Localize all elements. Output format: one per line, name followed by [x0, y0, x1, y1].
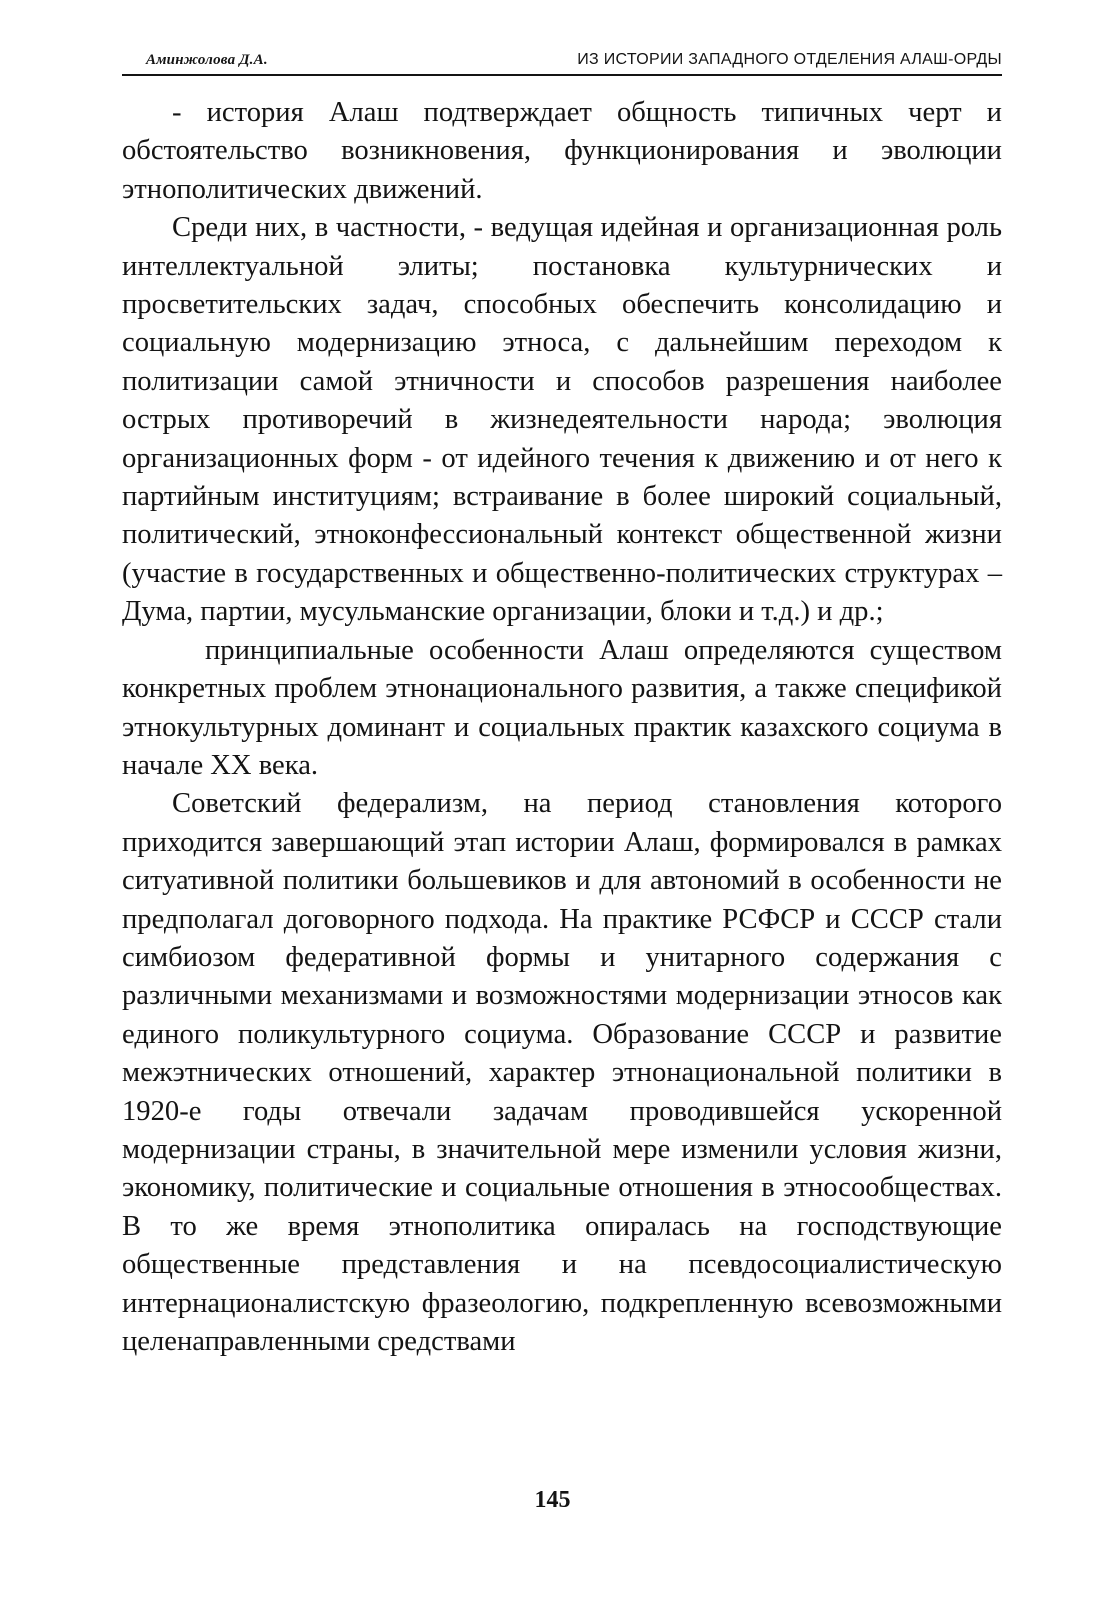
- paragraph: принципиальные особенности Алаш определяются существом конкретных проблем этнонационального развития, а также спецификой этнокультурных доминант и социальных практик казахского социума в начале XX века.: [122, 634, 1002, 781]
- page-number: 145: [534, 1487, 571, 1513]
- header-title: ИЗ ИСТОРИИ ЗАПАДНОГО ОТДЕЛЕНИЯ АЛАШ-ОРДЫ: [577, 51, 1002, 68]
- paragraph: Среди них, в частности, - ведущая идейная и организационная роль интеллектуальной элиты; постановка культурнических и просветительских задач, способных обеспечить консолидацию и социальную модернизацию этноса, с дальнейшим переходом к политизации самой этничности и способов разрешения наиболее острых противоречий в жизнедеятельности народа; эволюция организационных форм - от идейного течения к движению и от него к партийным институциям; встраивание в более широкий социальный, политический, этноконфессиональный контекст общественной жизни (участие в государственных и общественно-политических структурах – Дума, партии, мусульманские организации, блоки и т.д.) и др.;: [122, 212, 1002, 628]
- body-text: [122, 94, 1002, 1361]
- header-author: Аминжолова Д.А.: [146, 52, 268, 68]
- header-rule: [122, 74, 1002, 76]
- paragraph: Советский федерализм, на период становления которого приходится завершающий этап истории Алаш, формировался в рамках ситуативной политики большевиков и для автономий в особенности не предполагал договорного подхода. На практике РСФСР и СССР стали симбиозом федеративной формы и унитарного содержания с различными механизмами и возможностями модернизации этносов как единого поликультурного социума. Образование СССР и развитие межэтнических отношений, характер этнонациональной политики в 1920-е годы отвечали задачам проводившейся ускоренной модернизации страны, в значительной мере изменили условия жизни, экономику, политические и социальные отношения в этносообществах. В то же время этнополитика опиралась на господствующие общественные представления и на псевдосоциалистическую интернационалистскую фразеологию, подкрепленную всевозможными целенаправленными средствами: [122, 788, 1002, 1357]
- paragraph: - история Алаш подтверждает общность типичных черт и обстоятельство возникновения, функционирования и эволюции этнополитических движений.: [122, 97, 1002, 205]
- running-header: [122, 48, 1002, 72]
